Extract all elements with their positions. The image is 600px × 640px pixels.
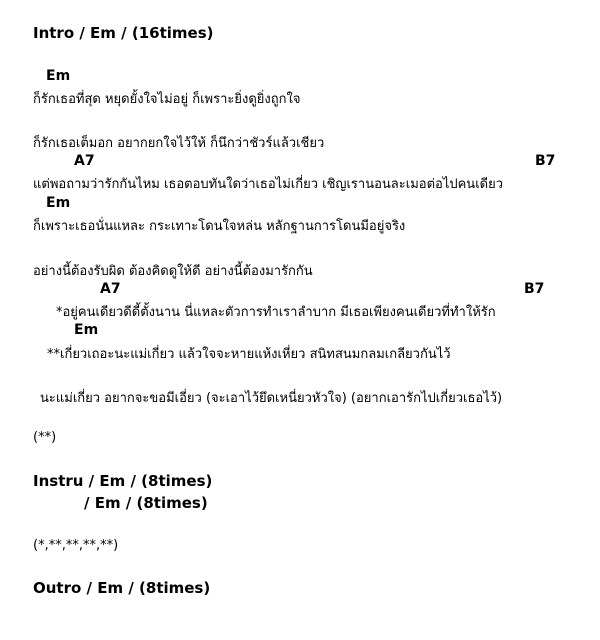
lyric-line: ก็รักเธอที่สุด หยุดยั้งใจไม่อยู่ ก็เพราะยิ่งดูยิ่งถูกใจ	[33, 92, 301, 107]
lyric-line: **เกี่ยวเถอะนะแม่เกี่ยว แล้วใจจะหายแห้งเหี่ยว สนิทสนมกลมเกลียวกันไว้	[47, 347, 451, 362]
section-outro: Outro / Em / (8times)	[33, 579, 211, 597]
lyric-line: *อยู่คนเดียวดีดี้ตั้งนาน นี่แหละตัวการทำเราลำบาก มีเธอเพียงคนเดียวที่ทำให้รัก	[56, 305, 496, 320]
lyric-line: นะแม่เกี่ยว อยากจะขอมีเอี่ยว (จะเอาไว้ยึดเหนี่ยวหัวใจ) (อยากเอารักไปเกี่ยวเธอไว้)	[40, 391, 503, 406]
section-instru: Instru / Em / (8times)	[33, 472, 213, 490]
lyric-line: อย่างนี้ต้องรับผิด ต้องคิดดูให้ดี อย่างนี้ต้องมารักกัน	[33, 264, 313, 279]
chord-em: Em	[74, 322, 99, 338]
section-instru-repeat: / Em / (8times)	[84, 494, 208, 512]
chord-em: Em	[46, 195, 71, 211]
chord-b7: B7	[524, 281, 545, 297]
lyric-line: ก็เพราะเธอนั่นแหละ กระเทาะโดนใจหล่น หลักฐานการโดนมีอยู่จริง	[33, 219, 406, 234]
chord-a7: A7	[100, 281, 121, 297]
repeat-marker: (*,**,**,**,**)	[33, 538, 119, 553]
section-intro: Intro / Em / (16times)	[33, 24, 214, 42]
lyric-line: แต่พอถามว่ารักกันไหม เธอตอบทันใดว่าเธอไม่เกี่ยว เชิญเรานอนละเมอต่อไปคนเดียว	[33, 177, 503, 192]
chord-em: Em	[46, 68, 71, 84]
chord-b7: B7	[535, 153, 556, 169]
lyric-line: ก็รักเธอเต็มอก อยากยกใจไว้ให้ ก็นึกว่าชัวร์แล้วเชียว	[33, 136, 325, 151]
repeat-marker: (**)	[33, 430, 57, 445]
chord-a7: A7	[74, 153, 95, 169]
